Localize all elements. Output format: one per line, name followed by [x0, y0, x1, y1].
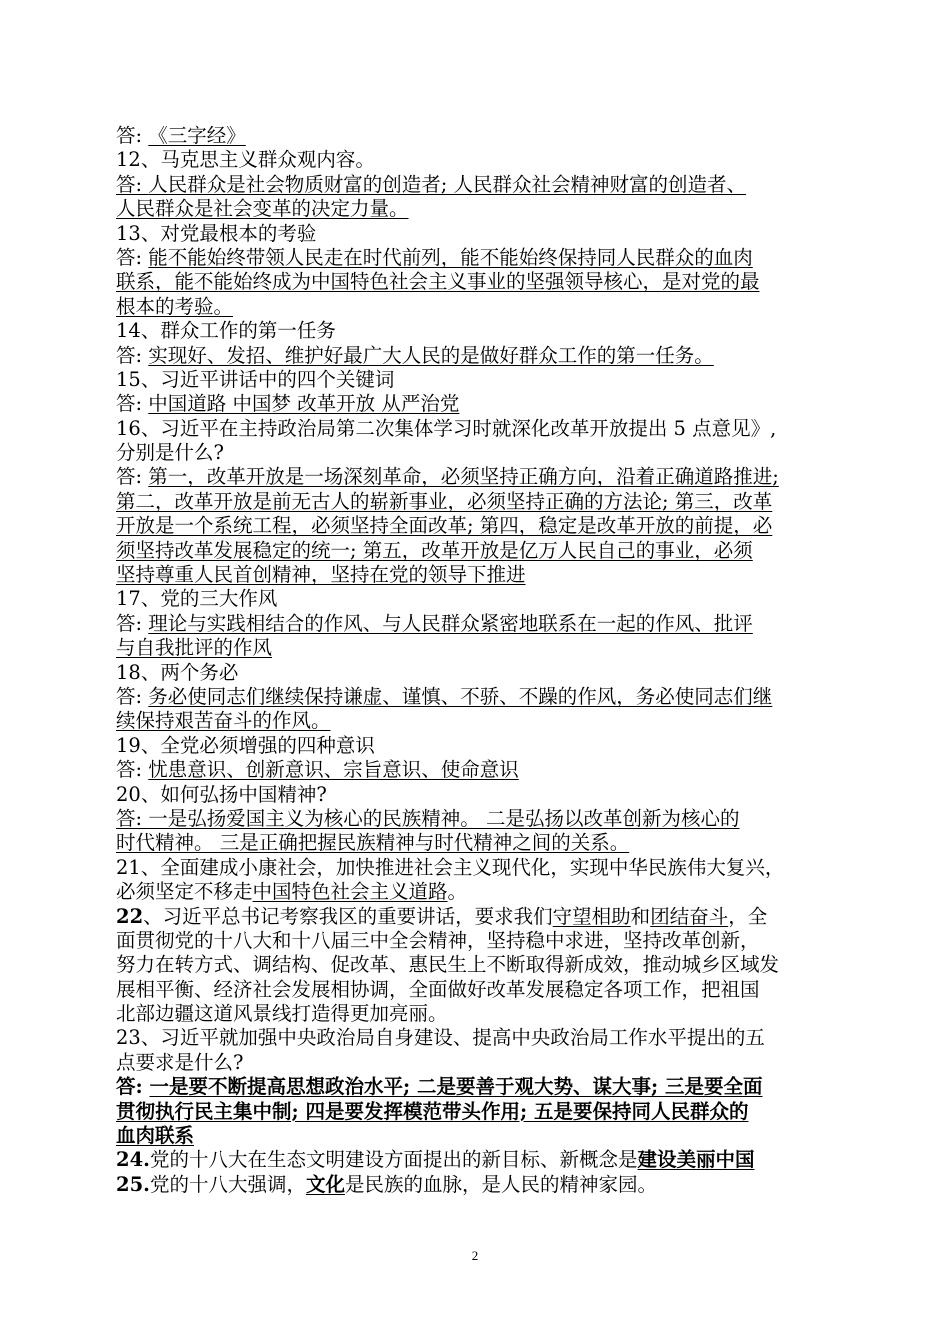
text-segment: 答: — [116, 1075, 150, 1099]
text-segment: 15、习近平讲话中的四个关键词 — [116, 367, 395, 391]
text-line — [116, 173, 838, 197]
text-line — [116, 1100, 838, 1124]
text-line — [116, 270, 838, 294]
text-line — [116, 612, 838, 636]
text-line — [116, 344, 838, 368]
text-line — [116, 222, 838, 246]
text-segment: 17、党的三大作风 — [116, 587, 278, 611]
text-segment: 人民群众是社会变革的决定力量。 — [116, 197, 409, 221]
text-line — [116, 197, 838, 221]
text-line — [116, 661, 838, 685]
text-segment: 开放是一个系统工程，必须坚持全面改革; 第四，稳定是改革开放的前提，必 — [116, 514, 773, 538]
text-segment: 北部边疆这道风景线打造得更加亮丽。 — [116, 1002, 448, 1026]
text-line — [116, 1051, 838, 1075]
page-number: 2 — [471, 1248, 479, 1263]
text-segment: 12、马克思主义群众观内容。 — [116, 148, 375, 172]
text-segment: 与自我批评的作风 — [116, 636, 273, 660]
text-line — [116, 880, 838, 904]
text-segment: 努力在转方式、调结构、促改革、惠民生上不断取得新成效，推动城乡区域发 — [116, 953, 780, 977]
document-body — [116, 124, 838, 1197]
text-line — [116, 392, 838, 416]
text-segment: 贯彻执行民主集中制; 四是要发挥模范带头作用; 五是要保持同人民群众的 — [116, 1099, 749, 1123]
text-segment: 分别是什么? — [116, 441, 224, 465]
text-segment: 忧患意识、创新意识、宗旨意识、使命意识 — [148, 758, 519, 782]
text-segment: 理论与实践相结合的作风、与人民群众紧密地联系在一起的作风、批评 — [148, 611, 753, 635]
text-segment: 《三字经》 — [148, 124, 246, 147]
text-segment: 答: — [116, 611, 149, 635]
text-segment: 。 — [447, 880, 468, 904]
text-line — [116, 807, 838, 831]
text-line — [116, 368, 838, 392]
text-segment: 和 — [630, 904, 651, 928]
text-line — [116, 1173, 838, 1197]
text-segment: 团结奋斗 — [650, 904, 729, 928]
text-line — [116, 490, 838, 514]
text-line — [116, 465, 838, 489]
text-segment: 第一，改革开放是一场深刻革命，必须坚持正确方向，沿着正确道路推进; — [148, 465, 779, 489]
text-line — [116, 441, 838, 465]
text-segment: 时代精神。 三是正确把握民族精神与时代精神之间的关系。 — [116, 831, 630, 855]
text-segment: 19、全党必须增强的四种意识 — [116, 733, 375, 757]
text-segment: 答: — [116, 806, 149, 830]
text-line — [116, 1148, 838, 1172]
text-segment: 实现好、发招、维护好最广大人民的是做好群众工作的第一任务。 — [148, 343, 714, 367]
text-line — [116, 758, 838, 782]
text-line — [116, 124, 838, 148]
text-segment: 面贯彻党的十八大和十八届三中全会精神，坚持稳中求进，坚持改革创新， — [116, 928, 760, 952]
text-line — [116, 685, 838, 709]
text-segment: 续保持艰苦奋斗的作风。 — [116, 709, 331, 733]
text-segment: 23、习近平就加强中央政治局自身建设、提高中央政治局工作水平提出的五 — [116, 1026, 765, 1050]
text-line — [116, 417, 838, 441]
text-segment: 答: — [116, 172, 149, 196]
text-segment: 答: — [116, 343, 149, 367]
text-segment: 建设美丽中国 — [637, 1148, 755, 1172]
text-line — [116, 905, 838, 929]
text-segment: 联系，能不能始终成为中国特色社会主义事业的坚强领导核心，是对党的最 — [116, 270, 760, 294]
text-segment: 一是要不断提高思想政治水平; 二是要善于观大势、谋大事; 三是要全面 — [149, 1075, 763, 1099]
text-line — [116, 636, 838, 660]
text-line — [116, 1002, 838, 1026]
text-segment: 21、全面建成小康社会，加快推进社会主义现代化，实现中华民族伟大复兴， — [116, 855, 785, 879]
text-line — [116, 148, 838, 172]
text-segment: 坚持尊重人民首创精神，坚持在党的领导下推进 — [116, 563, 526, 587]
text-segment: 18、两个务必 — [116, 660, 239, 684]
text-line — [116, 539, 838, 563]
text-line — [116, 1026, 838, 1050]
text-segment: 答: — [116, 684, 149, 708]
text-segment: 能不能始终带领人民走在时代前列，能不能始终保持同人民群众的血肉 — [148, 245, 753, 269]
text-line — [116, 709, 838, 733]
text-segment: 13、对党最根本的考验 — [116, 221, 317, 245]
text-segment: 14、群众工作的第一任务 — [116, 319, 336, 343]
text-line — [116, 953, 838, 977]
text-line — [116, 929, 838, 953]
text-segment: 展相平衡、经济社会发展相协调，全面做好改革发展稳定各项工作，把祖国 — [116, 977, 760, 1001]
text-segment: 人民群众是社会物质财富的创造者; 人民群众社会精神财富的创造者、 — [148, 172, 747, 196]
text-segment: 中国道路 中国梦 改革开放 从严治党 — [148, 392, 460, 416]
text-line — [116, 246, 838, 270]
text-segment: 点要求是什么? — [116, 1050, 244, 1074]
text-line — [116, 587, 838, 611]
text-segment: 25. — [116, 1172, 150, 1196]
text-segment: 答: — [116, 758, 149, 782]
text-segment: 根本的考验。 — [116, 294, 234, 318]
text-line — [116, 856, 838, 880]
text-segment: 22 — [116, 904, 144, 928]
text-line — [116, 1124, 838, 1148]
text-line — [116, 514, 838, 538]
text-segment: 须坚持改革发展稳定的统一; 第五，改革开放是亿万人民自己的事业，必须 — [116, 538, 753, 562]
text-segment: 中国特色社会主义道路 — [252, 880, 448, 904]
text-segment: 党的十八大强调， — [149, 1172, 306, 1196]
text-line — [116, 295, 838, 319]
text-line — [116, 563, 838, 587]
text-line — [116, 319, 838, 343]
text-line — [116, 734, 838, 758]
text-segment: 、习近平总书记考察我区的重要讲话，要求我们 — [143, 904, 553, 928]
text-segment: 答: — [116, 465, 149, 489]
text-segment: 必须坚定不移走 — [116, 880, 253, 904]
text-segment: 答: — [116, 392, 149, 416]
text-segment: 文化 — [305, 1172, 345, 1196]
text-segment: 第二，改革开放是前无古人的崭新事业，必须坚持正确的方法论; 第三，改革 — [116, 489, 773, 513]
text-segment: 24. — [116, 1148, 150, 1172]
text-line — [116, 1075, 838, 1099]
text-segment: 血肉联系 — [116, 1124, 195, 1148]
text-segment: 20、如何弘扬中国精神? — [116, 782, 327, 806]
text-segment: 是民族的血脉，是人民的精神家园。 — [344, 1172, 657, 1196]
text-segment: 党的十八大在生态文明建设方面提出的新目标、新概念是 — [149, 1148, 638, 1172]
text-segment: 一是弘扬爱国主义为核心的民族精神。 二是弘扬以改革创新为核心的 — [148, 806, 740, 830]
text-line — [116, 783, 838, 807]
text-segment: 务必使同志们继续保持谦虚、谨慎、不骄、不躁的作风，务必使同志们继 — [148, 684, 773, 708]
text-line — [116, 978, 838, 1002]
text-segment: 答: — [116, 124, 149, 147]
text-segment: 答: — [116, 245, 149, 269]
text-segment: 16、习近平在主持政治局第二次集体学习时就深化改革开放提出 5 点意见》, — [116, 416, 777, 440]
text-segment: ，全 — [728, 904, 768, 928]
text-line — [116, 831, 838, 855]
text-segment: 守望相助 — [552, 904, 631, 928]
